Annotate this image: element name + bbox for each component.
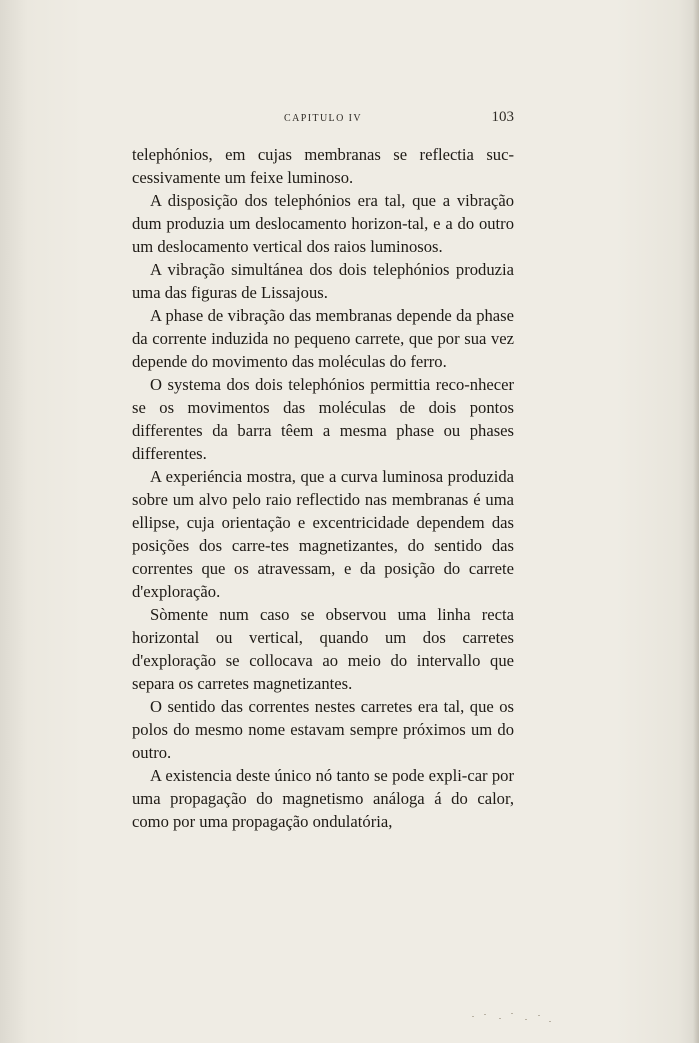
speck (538, 1015, 540, 1016)
speck (499, 1018, 501, 1019)
running-head (132, 109, 514, 129)
paragraph-4: A phase de vibração das membranas depende da phase da corrente induzida no pequeno carrete, que por sua vez depende do movimento das moléculas do ferro. (132, 306, 514, 371)
speck (472, 1016, 474, 1017)
speck (549, 1021, 551, 1022)
body-text (132, 143, 514, 833)
paragraph-9: A existencia deste único nó tanto se pode expli-car por uma propagação do magnetismo análoga á do calor, como por uma propagação ondulatória, (132, 766, 514, 831)
paragraph-3: A vibração simultánea dos dois telephónios produzia uma das figuras de Lissajous. (132, 260, 514, 302)
speck (525, 1019, 527, 1020)
speck (511, 1013, 513, 1014)
paper-specks (470, 1010, 560, 1026)
paragraph-7: Sòmente num caso se observou uma linha recta horizontal ou vertical, quando um dos carretes d'exploração se collocava ao meio do intervallo que separa os carretes magnetizantes. (132, 605, 514, 693)
paragraph-1: telephónios, em cujas membranas se reflectia suc-cessivamente um feixe luminoso. (132, 145, 514, 187)
paragraph-5: O systema dos dois telephónios permittia reco-nhecer se os movimentos das moléculas de dois pontos differentes da barra têem a mesma phase ou phases differentes. (132, 375, 514, 463)
paragraph-8: O sentido das correntes nestes carretes era tal, que os polos do mesmo nome estavam sempre próximos um do outro. (132, 697, 514, 762)
page-number: 103 (491, 109, 514, 125)
chapter-title: CAPITULO IV (284, 113, 362, 124)
page-edge-shadow (693, 0, 699, 1043)
paragraph-6: A experiéncia mostra, que a curva luminosa produzida sobre um alvo pelo raio reflectido nas membranas é uma ellipse, cuja orientação e excentricidade dependem das posições dos carre-tes magnetizantes, do sentido das correntes que os atravessam, e da posição do carrete d'exploração. (132, 467, 514, 601)
paragraph-2: A disposição dos telephónios era tal, que a vibração dum produzia um deslocamento horizon-tal, e a do outro um deslocamento vertical dos raios luminosos. (132, 191, 514, 256)
speck (484, 1014, 486, 1015)
